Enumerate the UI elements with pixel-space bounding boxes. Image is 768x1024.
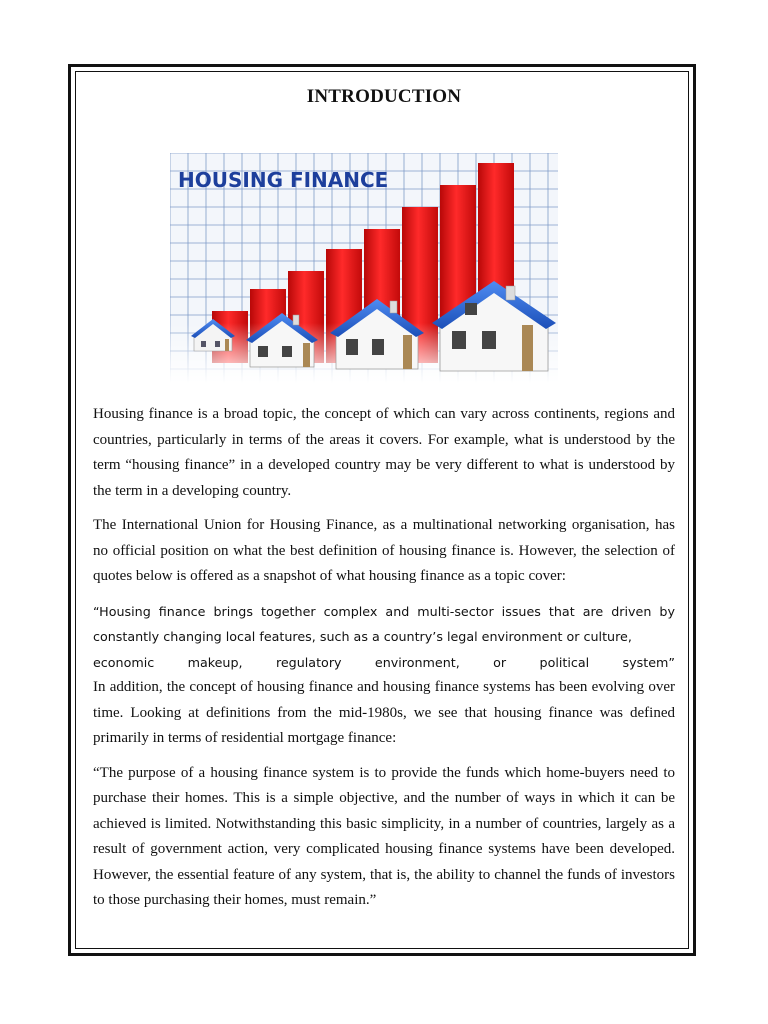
body-text — [93, 402, 675, 923]
quote-1-last-line: economic makeup, regulatory environment, or political system” — [93, 654, 675, 670]
quote-1 — [93, 599, 675, 676]
paragraph-2: The International Union for Housing Finance, as a multinational networking organisation, has no official position on what the best definition of housing finance is. However, the selection of quotes below is offered as a snapshot of what housing finance as a topic cover: — [93, 517, 675, 584]
quote-2: “The purpose of a housing finance system is to provide the funds which home-buyers need to purchase their homes. This is a simple objective, and the number of ways in which it can be achieved is limited. Notwithstanding this basic simplicity, in a number of countries, largely as a result of government action, very complicated housing finance systems have been developed. However, the essential feature of any system, that is, the ability to channel the funds of investors to those purchasing their homes, must remain.” — [93, 764, 675, 908]
banner-text: HOUSING FINANCE — [178, 168, 389, 192]
housing-finance-illustration — [170, 153, 558, 383]
quote-1-main: “Housing finance brings together complex and multi-sector issues that are driven by constantly changing local features, such as a country’s legal environment or culture, — [93, 603, 675, 644]
page-title: INTRODUCTION — [306, 86, 462, 107]
paragraph-3: In addition, the concept of housing finance and housing finance systems has been evolving over time. Looking at definitions from the mid-1980s, we see that housing finance was defined primarily in terms of residential mortgage finance: — [93, 679, 675, 746]
paragraph-1: Housing finance is a broad topic, the concept of which can vary across continents, regions and countries, particularly in terms of the areas it covers. For example, what is understood by the term “housing finance” in a developed country may be very different to what is understood by the term in a developing country. — [93, 406, 675, 499]
